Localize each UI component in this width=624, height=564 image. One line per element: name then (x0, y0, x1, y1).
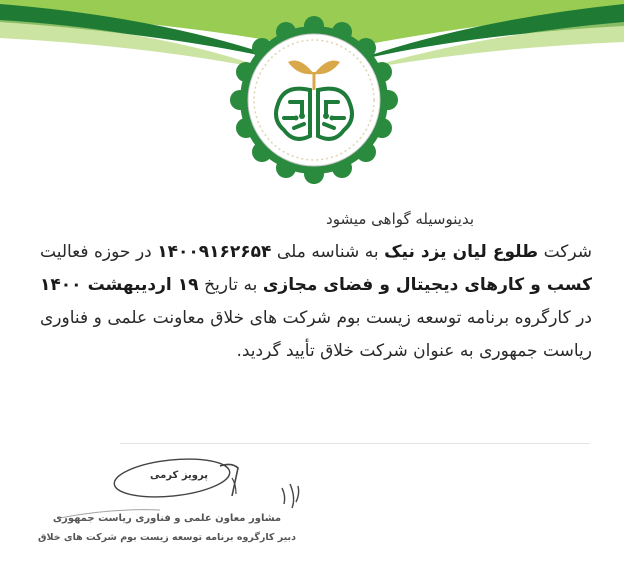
text-segment: در حوزه فعالیت (40, 242, 158, 262)
approval-date: ۱۹ اردیبهشت ۱۴۰۰ (40, 275, 199, 295)
activity-field: کسب و کارهای دیجیتال و فضای مجازی (262, 275, 592, 295)
text-segment: در کارگروه برنامه توسعه زیست بوم شرکت های خلاق معاونت علمی و فناوری ریاست جمهوری به عنوان شرکت خلاق تأیید گردید. (40, 308, 592, 361)
brain-circuit-emblem-icon (222, 8, 406, 192)
handwritten-signature (0, 448, 360, 564)
company-name: طلوع لیان یزد نیک (384, 242, 539, 262)
text-segment: شرکت (538, 242, 593, 262)
text-segment: به شناسه ملی (271, 242, 385, 262)
signatory-title-1: مشاور معاون علمی و فناوری ریاست جمهوری (52, 513, 282, 524)
divider (120, 443, 590, 444)
certificate-paragraph (40, 236, 592, 368)
certificate-body (40, 210, 592, 368)
national-id: ۱۴۰۰۹۱۶۲۶۵۴ (157, 242, 272, 262)
certificate-intro: بدینوسیله گواهی میشود (326, 210, 474, 228)
signatory-title-2: دبیر کارگروه برنامه توسعه زیست بوم شرکت های خلاق (38, 532, 296, 543)
signatory-name: پرویز کرمی (150, 470, 208, 481)
text-segment: به تاریخ (198, 275, 263, 295)
